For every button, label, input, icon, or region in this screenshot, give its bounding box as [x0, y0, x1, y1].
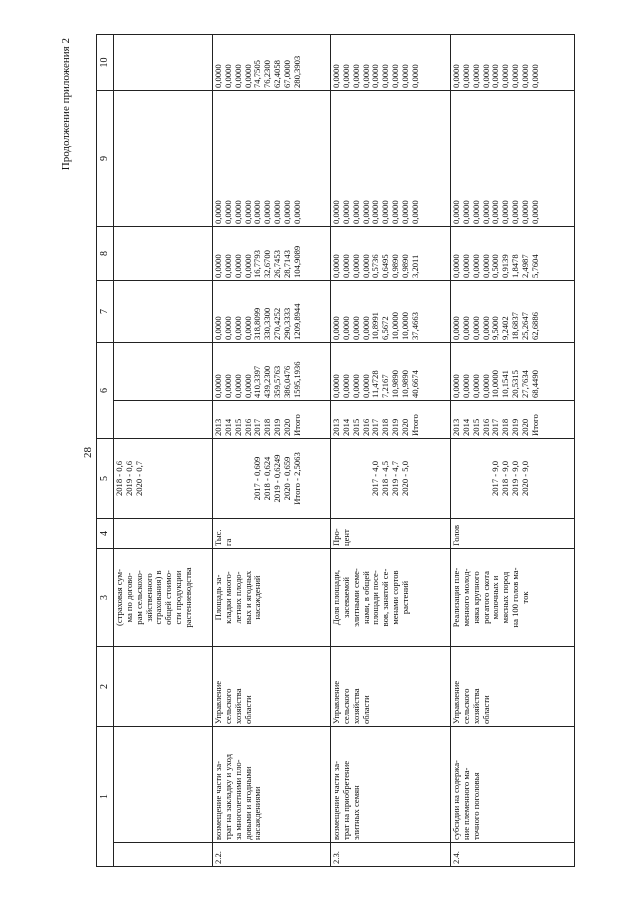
- total-funding: 0,0000 0,0000 0,0000 0,0000 10,0000 10,1541 20,5315 27,7634 68,4490: [450, 343, 574, 401]
- funding-col-10: [113, 35, 212, 91]
- header-cell: 8: [97, 227, 114, 281]
- responsible-executor: Управление сельского хозяйства области: [212, 647, 330, 727]
- funding-col-8: 0,0000 0,0000 0,0000 0,0000 0,5736 0,6495 0,9890 0,9890 3,2011: [330, 227, 450, 281]
- years: [113, 401, 212, 439]
- years: 2013 2014 2015 2016 2017 2018 2019 2020 Итого: [330, 401, 450, 439]
- header-cell: 9: [97, 91, 114, 227]
- funding-col-7: [113, 281, 212, 343]
- header-cell: 7: [97, 281, 114, 343]
- header-cell: 4: [97, 519, 114, 549]
- indicator-name: (страховая сум- ма по догово- рам сельскохо- зяйственного страхования) в общей стоимо- сти продукции растениеводства: [113, 549, 212, 647]
- funding-col-8: [113, 227, 212, 281]
- header-cell: 5: [97, 439, 114, 519]
- item-number: 2.2.: [212, 843, 330, 867]
- funding-col-7: 0,0000 0,0000 0,0000 0,0000 318,8099 330,3300 270,4252 290,3333 1209,8944: [212, 281, 330, 343]
- target-values: 2017 - 0,609 2018 - 0,624 2019 - 0,6249 2020 - 0,659 Итого - 2,5063: [212, 439, 330, 519]
- funding-col-9: [113, 91, 212, 227]
- responsible-executor: Управление сельского хозяйства области: [330, 647, 450, 727]
- target-values: 2017 - 4,0 2018 - 4,5 2019 - 4,7 2020 - 5,0: [330, 439, 450, 519]
- funding-col-9: 0,0000 0,0000 0,0000 0,0000 0,0000 0,0000 0,0000 0,0000 0,0000: [330, 91, 450, 227]
- continuation-label: Продолжение приложения 2: [60, 38, 72, 171]
- page-number: 28: [82, 447, 94, 458]
- table-row: [330, 35, 450, 867]
- responsible-executor: Управление сельского хозяйства области: [450, 647, 574, 727]
- funding-col-7: 0,0000 0,0000 0,0000 0,0000 9,5000 9,2402 18,6837 25,2647 62,6886: [450, 281, 574, 343]
- header-cell: 3: [97, 549, 114, 647]
- unit: [113, 519, 212, 549]
- funding-col-9: 0,0000 0,0000 0,0000 0,0000 0,0000 0,0000 0,0000 0,0000 0,0000: [212, 91, 330, 227]
- measure-description: [113, 727, 212, 843]
- header-cell: 1: [97, 727, 114, 867]
- funding-col-10: 0,0000 0,0000 0,0000 0,0000 74,7505 76,2300 62,4058 67,0000 280,3903: [212, 35, 330, 91]
- table-row: [113, 35, 212, 867]
- total-funding: 0,0000 0,0000 0,0000 0,0000 11,4728 7,2167 10,9890 10,9890 40,6674: [330, 343, 450, 401]
- target-values: 2018 - 0,6 2019 - 0,6 2020 - 0,7: [113, 439, 212, 519]
- funding-col-10: 0,0000 0,0000 0,0000 0,0000 0,0000 0,0000 0,0000 0,0000 0,0000: [450, 35, 574, 91]
- item-number: [113, 843, 212, 867]
- responsible-executor: [113, 647, 212, 727]
- item-number: 2.3.: [330, 843, 450, 867]
- target-values: 2017 - 9,0 2018 - 9,0 2019 - 9,0 2020 - 9,0: [450, 439, 574, 519]
- item-number: 2.4.: [450, 843, 574, 867]
- indicator-name: Реализация пле- менного молод- няка крупного рогатого скота молочных и мясных пород на 100 голов ма- ток: [450, 549, 574, 647]
- funding-col-10: 0,0000 0,0000 0,0000 0,0000 0,0000 0,0000 0,0000 0,0000 0,0000: [330, 35, 450, 91]
- header-row: [97, 35, 114, 867]
- years: 2013 2014 2015 2016 2017 2018 2019 2020 Итого: [212, 401, 330, 439]
- funding-col-8: 0,0000 0,0000 0,0000 0,0000 16,7793 32,6700 26,7453 28,7143 104,9089: [212, 227, 330, 281]
- unit: Голов: [450, 519, 574, 549]
- measure-description: субсидии на содержа- ние племенного ма- точного поголовья: [450, 727, 574, 843]
- funding-col-7: 0,0000 0,0000 0,0000 0,0000 10,8991 6,5672 10,0000 10,0000 37,4663: [330, 281, 450, 343]
- indicator-name: Доля площади, засеваемой элитными семе- нами, в общей площади посе- вов, занятой се- менами сортов растений: [330, 549, 450, 647]
- total-funding: 0,0000 0,0000 0,0000 0,0000 410,3397 439,2300 359,5763 386,0476 1595,1936: [212, 343, 330, 401]
- program-table: [96, 34, 575, 867]
- funding-col-9: 0,0000 0,0000 0,0000 0,0000 0,0000 0,0000 0,0000 0,0000 0,0000: [450, 91, 574, 227]
- years: 2013 2014 2015 2016 2017 2018 2019 2020 Итого: [450, 401, 574, 439]
- unit: Про- цент: [330, 519, 450, 549]
- table-row: [450, 35, 574, 867]
- table-row: [212, 35, 330, 867]
- measure-description: возмещение части за- трат на закладку и уход за многолетними пло- довыми и ягодными насаждениями: [212, 727, 330, 843]
- unit: Тыс. га: [212, 519, 330, 549]
- total-funding: [113, 343, 212, 401]
- header-cell: 10: [97, 35, 114, 91]
- measure-description: возмещение части за- трат на приобретение элитных семян: [330, 727, 450, 843]
- header-cell: 6: [97, 343, 114, 439]
- funding-col-8: 0,0000 0,0000 0,0000 0,0000 0,5000 0,9139 1,8478 2,4987 5,7604: [450, 227, 574, 281]
- indicator-name: Площадь за- кладки много- летних плодо- вых и ягодных насаждений: [212, 549, 330, 647]
- header-cell: 2: [97, 647, 114, 727]
